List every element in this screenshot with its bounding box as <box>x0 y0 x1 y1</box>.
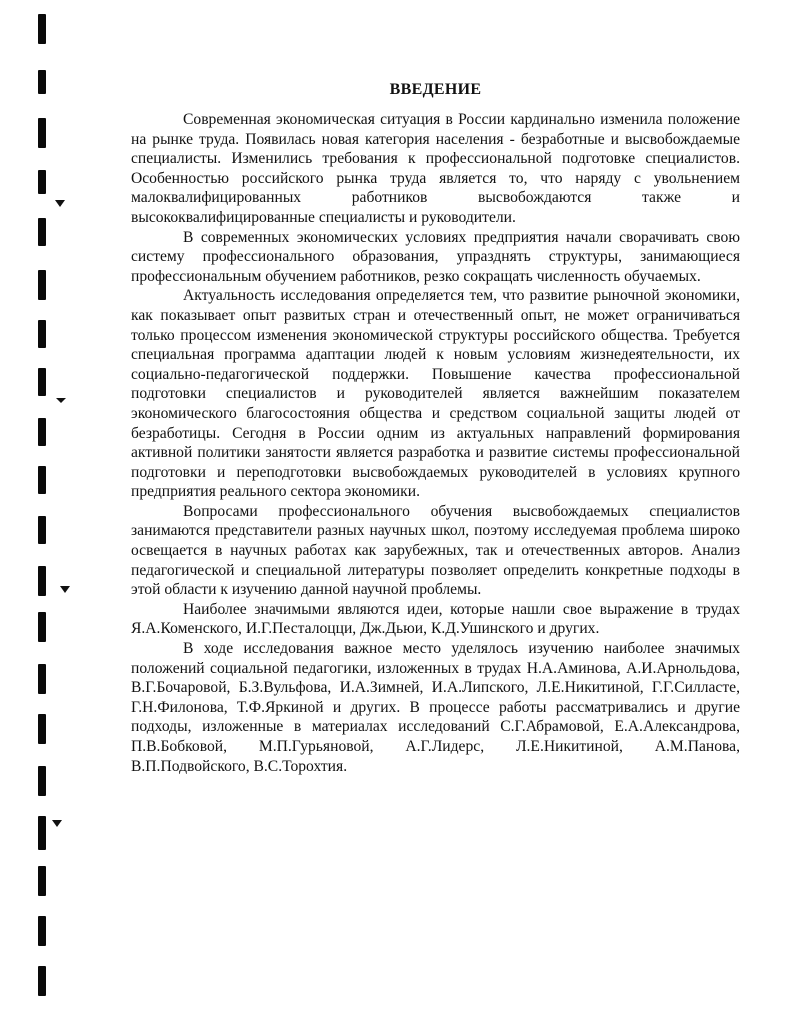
paragraph: Актуальность исследования определяется тем, что развитие рыночной экономики, как показывает опыт развитых стран и отечественный опыт, не может ограничиваться только процессом изменения экономической структуры российского общества. Требуется специальная программа адаптации людей к новым условиям жизнедеятельности, их социально-педагогической поддержки. Повышение качества профессиональной подготовки специалистов и руководителей является важнейшим показателем экономического благосостояния общества и средством социальной защиты людей от безработицы. Сегодня в России одним из актуальных направлений формирования активной политики занятости является разработка и развитие системы профессиональной подготовки и переподготовки высвобождаемых руководителей в условиях крупного предприятия реального сектора экономики. <box>131 287 740 501</box>
binding-mark <box>38 218 46 246</box>
binding-mark <box>38 714 46 744</box>
binding-mark <box>38 466 46 494</box>
binding-mark <box>38 566 46 596</box>
binding-mark <box>38 14 46 44</box>
binding-mark <box>38 866 46 896</box>
document-title: ВВЕДЕНИЕ <box>389 81 482 98</box>
scan-blot <box>55 200 65 207</box>
binding-mark <box>38 516 46 544</box>
binding-mark <box>38 766 46 796</box>
binding-mark <box>38 966 46 996</box>
paragraph: Вопросами профессионального обучения высвобождаемых специалистов занимаются представители разных научных школ, поэтому исследуемая проблема широко освещается в научных работах как зарубежных, так и отечественных авторов. Анализ педагогической и специальной литературы позволяет определить конкретные подходы в этой области к изучению данной научной проблемы. <box>131 502 740 599</box>
binding-mark <box>38 916 46 946</box>
binding-mark <box>38 664 46 694</box>
binding-mark <box>38 418 46 446</box>
binding-mark <box>38 118 46 148</box>
scan-blot <box>52 820 62 827</box>
scan-blot <box>56 398 66 403</box>
paragraph: Современная экономическая ситуация в России кардинально изменила положение на рынке труда. Появилась новая категория населения - безработные и высвобождаемые специалисты. Изменились требования к профессиональной подготовке специалистов. Особенностью российского рынка труда является то, что наряду с увольнением малоквалифицированных работников высвобождаются также и высококвалифицированные специалисты и руководители. <box>131 111 740 226</box>
binding-mark <box>38 612 46 642</box>
paragraph: В ходе исследования важное место уделялось изучению наиболее значимых положений социальной педагогики, изложенных в трудах Н.А.Аминова, А.И.Арнольдова, В.Г.Бочаровой, Б.З.Вульфова, И.А.Зимней, И.А.Липского, Л.Е.Никитиной, Г.Г.Силласте, Г.Н.Филонова, Т.Ф.Яркиной и других. В процессе работы рассматривались и другие подходы, изложенные в материалах исследований С.Г.Абрамовой, Е.А.Александрова, П.В.Бобковой, М.П.Гурьяновой, А.Г.Лидерс, Л.Е.Никитиной, А.М.Панова, В.П.Подвойского, В.С.Торохтия. <box>131 640 740 775</box>
binding-mark <box>38 816 46 850</box>
binding-mark <box>38 70 46 94</box>
binding-hole-marks <box>0 0 80 1027</box>
paragraph: Наиболее значимыми являются идеи, которые нашли свое выражение в трудах Я.А.Коменского, И.Г.Песталоцци, Дж.Дьюи, К.Д.Ушинского и других. <box>131 600 740 638</box>
scan-blot <box>60 586 70 593</box>
paragraph: В современных экономических условиях предприятия начали сворачивать свою систему профессионального образования, упразднять структуры, занимающиеся профессиональным обучением работников, резко сокращать численность обучаемых. <box>131 228 740 285</box>
binding-mark <box>38 320 46 348</box>
binding-mark <box>38 270 46 300</box>
binding-mark <box>38 368 46 396</box>
document-page <box>131 80 740 776</box>
binding-mark <box>38 170 46 194</box>
